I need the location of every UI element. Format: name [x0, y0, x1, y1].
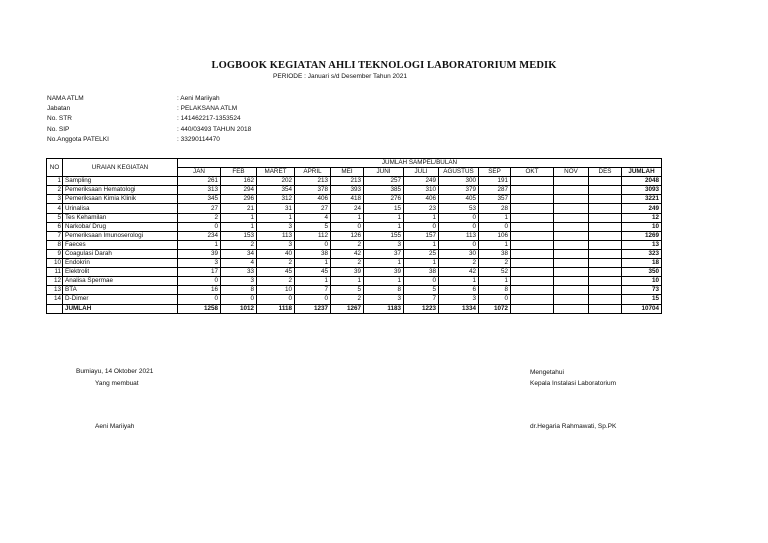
activity-name: Coagulasi Darah — [63, 249, 178, 258]
cell-value: 379 — [439, 186, 479, 195]
cell-value: 202 — [257, 177, 295, 186]
cell-value: 1 — [404, 240, 439, 249]
cell-value: 4 — [221, 259, 257, 268]
activity-name: Pemeriksaan Kimia Klinik — [63, 195, 178, 204]
cell-value: 1 — [295, 277, 331, 286]
identity-label: No.Anggota PATELKI — [47, 135, 109, 143]
identity-label: NAMA ATLM — [47, 95, 84, 102]
cell-value: 38 — [404, 268, 439, 277]
table-row — [47, 259, 662, 268]
cell-value: 385 — [364, 186, 404, 195]
cell-value: 157 — [404, 231, 439, 240]
total-value: 1237 — [295, 304, 331, 313]
cell-value: 38 — [295, 249, 331, 258]
logbook-table — [46, 158, 662, 314]
identity-value: : 33290114470 — [177, 135, 220, 143]
cell-value: 0 — [295, 295, 331, 304]
cell-value: 249 — [404, 177, 439, 186]
cell-value: 3 — [178, 259, 221, 268]
cell-value — [554, 186, 589, 195]
head-name: dr.Hegaria Rahmawati, Sp.PK — [530, 423, 617, 430]
cell-value: 4 — [295, 213, 331, 222]
cell-value: 0 — [257, 295, 295, 304]
cell-value: 234 — [178, 231, 221, 240]
activity-name: BTA — [63, 286, 178, 295]
activity-name: Pemeriksaan Hematologi — [63, 186, 178, 195]
cell-value: 2 — [479, 259, 511, 268]
row-number: 4 — [47, 204, 63, 213]
activity-name: Faeces — [63, 240, 178, 249]
month-header: MEI — [331, 168, 364, 177]
cell-value: 8 — [364, 286, 404, 295]
cell-value — [554, 204, 589, 213]
table-row — [47, 268, 662, 277]
cell-value — [554, 195, 589, 204]
cell-value: 1 — [221, 213, 257, 222]
cell-value: 5 — [295, 222, 331, 231]
cell-value — [589, 240, 622, 249]
cell-value — [554, 286, 589, 295]
total-value: 1118 — [257, 304, 295, 313]
total-value: 1223 — [404, 304, 439, 313]
cell-value: 112 — [295, 231, 331, 240]
cell-value: 1 — [364, 222, 404, 231]
identity-value: : 141462217-1353524 — [177, 115, 241, 123]
cell-value: 213 — [295, 177, 331, 186]
cell-value: 27 — [178, 204, 221, 213]
month-header: FEB — [221, 168, 257, 177]
month-header: NOV — [554, 168, 589, 177]
month-header: AGUSTUS — [439, 168, 479, 177]
cell-value: 5 — [404, 286, 439, 295]
cell-value: 357 — [479, 195, 511, 204]
acknowledged-label: Mengetahui — [530, 369, 564, 376]
cell-value: 3 — [364, 295, 404, 304]
activity-name: Pemeriksaan Imunoserologi — [63, 231, 178, 240]
cell-value — [589, 249, 622, 258]
cell-value: 0 — [439, 213, 479, 222]
cell-value: 5 — [331, 286, 364, 295]
total-value — [511, 304, 554, 313]
cell-value: 1 — [221, 222, 257, 231]
cell-value — [511, 231, 554, 240]
cell-value — [511, 240, 554, 249]
row-number: 3 — [47, 195, 63, 204]
cell-value: 31 — [257, 204, 295, 213]
total-label: JUMLAH — [63, 304, 178, 313]
period-label: PERIODE : Januari s/d Desember Tahun 2021 — [273, 73, 407, 80]
cell-value: 1 — [364, 213, 404, 222]
total-value: 1267 — [331, 304, 364, 313]
cell-value: 261 — [178, 177, 221, 186]
cell-value — [589, 204, 622, 213]
cell-value: 0 — [295, 240, 331, 249]
cell-value — [554, 240, 589, 249]
cell-value — [511, 186, 554, 195]
month-header: JAN — [178, 168, 221, 177]
cell-value — [554, 259, 589, 268]
cell-value — [511, 295, 554, 304]
cell-value: 34 — [221, 249, 257, 258]
row-number: 9 — [47, 249, 63, 258]
cell-value: 30 — [439, 249, 479, 258]
cell-value — [511, 268, 554, 277]
cell-value: 13 — [622, 240, 662, 249]
month-header: JUNI — [364, 168, 404, 177]
cell-value: 310 — [404, 186, 439, 195]
cell-value — [589, 286, 622, 295]
identity-value: : PELAKSANA ATLM — [177, 105, 238, 113]
cell-value: 2 — [221, 240, 257, 249]
row-number: 11 — [47, 268, 63, 277]
cell-value: 42 — [331, 249, 364, 258]
total-value: 10704 — [622, 304, 662, 313]
cell-value: 25 — [404, 249, 439, 258]
cell-value: 406 — [295, 195, 331, 204]
cell-value: 0 — [479, 222, 511, 231]
cell-value: 2 — [257, 277, 295, 286]
cell-value: 2 — [178, 213, 221, 222]
identity-label: Jabatan — [47, 105, 71, 113]
cell-value: 113 — [257, 231, 295, 240]
cell-value — [511, 277, 554, 286]
cell-value: 28 — [479, 204, 511, 213]
cell-value — [554, 277, 589, 286]
month-header: JUMLAH — [622, 168, 662, 177]
cell-value: 17 — [178, 268, 221, 277]
cell-value — [511, 259, 554, 268]
cell-value: 0 — [479, 295, 511, 304]
cell-value: 393 — [331, 186, 364, 195]
activity-name: Urinalisa — [63, 204, 178, 213]
cell-value — [554, 222, 589, 231]
cell-value: 155 — [364, 231, 404, 240]
cell-value: 3221 — [622, 195, 662, 204]
identity-value: : Aeni Mariiyah — [177, 95, 220, 102]
cell-value: 0 — [178, 277, 221, 286]
cell-value — [554, 268, 589, 277]
cell-value: 323 — [622, 249, 662, 258]
table-row — [47, 286, 662, 295]
table-row — [47, 195, 662, 204]
table-row — [47, 222, 662, 231]
month-header: JULI — [404, 168, 439, 177]
total-value: 1072 — [479, 304, 511, 313]
total-value: 1334 — [439, 304, 479, 313]
cell-value: 73 — [622, 286, 662, 295]
cell-value — [511, 286, 554, 295]
month-header: APRIL — [295, 168, 331, 177]
cell-value: 3 — [364, 240, 404, 249]
place-date: Bumiayu, 14 Oktober 2021 — [76, 368, 154, 375]
cell-value: 0 — [404, 222, 439, 231]
made-by-label: Yang membuat — [95, 380, 139, 387]
cell-value: 0 — [404, 277, 439, 286]
cell-value — [511, 213, 554, 222]
cell-value: 8 — [479, 286, 511, 295]
row-number: 6 — [47, 222, 63, 231]
cell-value: 24 — [331, 204, 364, 213]
cell-value: 0 — [221, 295, 257, 304]
cell-value: 113 — [439, 231, 479, 240]
table-row — [47, 277, 662, 286]
cell-value: 162 — [221, 177, 257, 186]
cell-value: 0 — [439, 222, 479, 231]
cell-value — [554, 295, 589, 304]
cell-value: 10 — [257, 286, 295, 295]
cell-value — [589, 177, 622, 186]
cell-value: 33 — [221, 268, 257, 277]
cell-value: 191 — [479, 177, 511, 186]
identity-label: No. STR — [47, 115, 72, 123]
table-row — [47, 213, 662, 222]
cell-value: 287 — [479, 186, 511, 195]
col-no-header: NO — [47, 159, 63, 177]
cell-value: 249 — [622, 204, 662, 213]
group-header: JUMLAH SAMPEL/BULAN — [178, 159, 662, 168]
cell-value — [554, 177, 589, 186]
table-row — [47, 231, 662, 240]
row-number: 1 — [47, 177, 63, 186]
cell-value: 8 — [221, 286, 257, 295]
cell-value: 40 — [257, 249, 295, 258]
cell-value: 23 — [404, 204, 439, 213]
cell-value: 3093 — [622, 186, 662, 195]
cell-value: 313 — [178, 186, 221, 195]
cell-value — [511, 204, 554, 213]
month-header: MARET — [257, 168, 295, 177]
row-number: 10 — [47, 259, 63, 268]
cell-value: 350 — [622, 268, 662, 277]
cell-value: 300 — [439, 177, 479, 186]
cell-value: 37 — [364, 249, 404, 258]
activity-name: Narkoba/ Drug — [63, 222, 178, 231]
total-no-cell — [47, 304, 63, 313]
cell-value: 406 — [404, 195, 439, 204]
cell-value: 0 — [178, 295, 221, 304]
activity-name: Elektrolit — [63, 268, 178, 277]
cell-value — [511, 177, 554, 186]
activity-name: Tes Kehamilan — [63, 213, 178, 222]
identity-label: No. SIP — [47, 125, 70, 133]
cell-value: 39 — [331, 268, 364, 277]
cell-value: 2 — [331, 259, 364, 268]
cell-value — [554, 249, 589, 258]
col-uraian-header: URAIAN KEGIATAN — [63, 159, 178, 177]
cell-value: 418 — [331, 195, 364, 204]
cell-value: 1 — [295, 259, 331, 268]
cell-value: 257 — [364, 177, 404, 186]
cell-value: 2 — [439, 259, 479, 268]
cell-value: 296 — [221, 195, 257, 204]
cell-value: 10 — [622, 222, 662, 231]
cell-value: 52 — [479, 268, 511, 277]
cell-value: 12 — [622, 213, 662, 222]
cell-value: 106 — [479, 231, 511, 240]
cell-value: 16 — [178, 286, 221, 295]
cell-value: 7 — [295, 286, 331, 295]
month-header: DES — [589, 168, 622, 177]
identity-value: : 440/03493 TAHUN 2018 — [177, 125, 252, 133]
cell-value: 1 — [404, 259, 439, 268]
table-header-row — [47, 159, 662, 168]
row-number: 7 — [47, 231, 63, 240]
cell-value: 354 — [257, 186, 295, 195]
month-header: SEP — [479, 168, 511, 177]
cell-value — [589, 259, 622, 268]
cell-value: 0 — [178, 222, 221, 231]
cell-value: 126 — [331, 231, 364, 240]
cell-value: 10 — [622, 277, 662, 286]
head-title: Kepala Instalasi Laboratorium — [530, 380, 616, 387]
cell-value — [589, 268, 622, 277]
month-header: OKT — [511, 168, 554, 177]
cell-value — [589, 195, 622, 204]
cell-value: 1269 — [622, 231, 662, 240]
activity-name: Endokrin — [63, 259, 178, 268]
cell-value: 15 — [622, 295, 662, 304]
cell-value: 2048 — [622, 177, 662, 186]
cell-value: 1 — [404, 213, 439, 222]
cell-value — [554, 213, 589, 222]
table-row — [47, 240, 662, 249]
cell-value: 3 — [257, 222, 295, 231]
cell-value: 1 — [364, 259, 404, 268]
cell-value — [589, 222, 622, 231]
cell-value: 42 — [439, 268, 479, 277]
cell-value: 2 — [331, 240, 364, 249]
cell-value: 378 — [295, 186, 331, 195]
cell-value: 294 — [221, 186, 257, 195]
cell-value: 0 — [439, 240, 479, 249]
table-row — [47, 249, 662, 258]
cell-value — [589, 213, 622, 222]
cell-value: 7 — [404, 295, 439, 304]
cell-value — [589, 277, 622, 286]
total-value: 1258 — [178, 304, 221, 313]
cell-value: 21 — [221, 204, 257, 213]
cell-value: 1 — [178, 240, 221, 249]
cell-value: 1 — [331, 277, 364, 286]
cell-value: 1 — [257, 213, 295, 222]
cell-value: 6 — [439, 286, 479, 295]
cell-value: 1 — [331, 213, 364, 222]
cell-value: 3 — [439, 295, 479, 304]
cell-value — [554, 231, 589, 240]
cell-value: 1 — [364, 277, 404, 286]
cell-value: 3 — [257, 240, 295, 249]
cell-value: 18 — [622, 259, 662, 268]
cell-value: 39 — [178, 249, 221, 258]
maker-name: Aeni Mariiyah — [95, 423, 135, 430]
total-row — [47, 304, 662, 313]
row-number: 12 — [47, 277, 63, 286]
total-value: 1012 — [221, 304, 257, 313]
cell-value: 345 — [178, 195, 221, 204]
row-number: 5 — [47, 213, 63, 222]
activity-name: D-Dimer — [63, 295, 178, 304]
cell-value: 153 — [221, 231, 257, 240]
cell-value: 15 — [364, 204, 404, 213]
activity-name: Analisa Spermae — [63, 277, 178, 286]
cell-value: 2 — [257, 259, 295, 268]
activity-name: Sampling — [63, 177, 178, 186]
cell-value: 213 — [331, 177, 364, 186]
cell-value — [511, 195, 554, 204]
cell-value — [589, 186, 622, 195]
cell-value: 1 — [479, 277, 511, 286]
row-number: 2 — [47, 186, 63, 195]
cell-value — [589, 231, 622, 240]
cell-value: 39 — [364, 268, 404, 277]
cell-value: 45 — [295, 268, 331, 277]
cell-value: 1 — [479, 240, 511, 249]
table-row — [47, 295, 662, 304]
cell-value — [511, 249, 554, 258]
cell-value: 27 — [295, 204, 331, 213]
cell-value: 276 — [364, 195, 404, 204]
cell-value: 3 — [221, 277, 257, 286]
cell-value — [511, 222, 554, 231]
row-number: 13 — [47, 286, 63, 295]
table-row — [47, 177, 662, 186]
cell-value: 0 — [331, 222, 364, 231]
cell-value: 1 — [479, 213, 511, 222]
cell-value — [589, 295, 622, 304]
table-row — [47, 204, 662, 213]
document-title: LOGBOOK KEGIATAN AHLI TEKNOLOGI LABORATORIUM MEDIK — [211, 60, 557, 71]
cell-value: 53 — [439, 204, 479, 213]
row-number: 8 — [47, 240, 63, 249]
cell-value: 38 — [479, 249, 511, 258]
cell-value: 45 — [257, 268, 295, 277]
table-row — [47, 186, 662, 195]
total-value: 1183 — [364, 304, 404, 313]
cell-value: 405 — [439, 195, 479, 204]
cell-value: 2 — [331, 295, 364, 304]
cell-value: 1 — [439, 277, 479, 286]
total-value — [589, 304, 622, 313]
total-value — [554, 304, 589, 313]
row-number: 14 — [47, 295, 63, 304]
cell-value: 312 — [257, 195, 295, 204]
